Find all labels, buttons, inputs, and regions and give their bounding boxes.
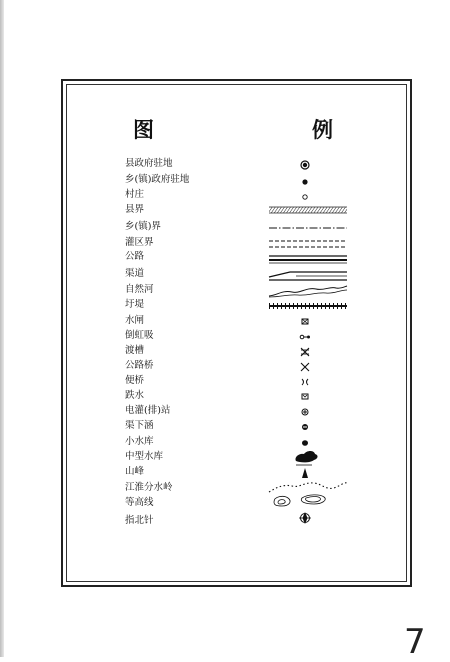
footbridge-icon <box>268 375 348 389</box>
legend-title-right: 例 <box>312 117 334 142</box>
drop-structure-icon <box>268 390 348 404</box>
legend-label-aqueduct: 渡槽 <box>125 345 145 356</box>
inner-frame <box>66 84 407 582</box>
legend-label-watershed-divide: 江淮分水岭 <box>125 482 173 493</box>
aqueduct-icon <box>268 345 348 359</box>
culvert-icon <box>268 420 348 434</box>
legend-label-county-seat: 县政府驻地 <box>125 158 173 169</box>
legend-label-town-seat: 乡(镇)政府驻地 <box>125 174 190 185</box>
pumping-station-icon <box>268 405 348 419</box>
contour-line-icon <box>268 490 348 510</box>
legend-label-small-reservoir: 小水库 <box>125 436 154 447</box>
legend-label-village: 村庄 <box>125 189 145 200</box>
dike-icon <box>268 299 348 313</box>
village-icon <box>268 190 348 204</box>
legend-title-left: 图 <box>133 117 155 142</box>
north-arrow-icon <box>268 510 348 526</box>
medium-reservoir-icon <box>268 447 348 467</box>
legend-label-drop-structure: 跌水 <box>125 390 145 401</box>
legend-label-mountain-peak: 山峰 <box>125 466 145 477</box>
legend-label-irrigation-boundary: 灌区界 <box>125 237 154 248</box>
legend-label-contour-line: 等高线 <box>125 497 154 508</box>
legend-label-highway: 公路 <box>125 251 145 262</box>
highway-icon <box>268 252 348 266</box>
legend-label-highway-bridge: 公路桥 <box>125 360 154 371</box>
river-icon <box>268 284 348 298</box>
page-number: 7 <box>404 622 426 662</box>
town-boundary-icon <box>268 221 348 235</box>
legend-label-medium-reservoir: 中型水库 <box>125 451 164 462</box>
legend-label-footbridge: 便桥 <box>125 375 145 386</box>
irrigation-boundary-icon <box>268 237 348 251</box>
sluice-icon <box>268 315 348 329</box>
legend-label-culvert: 渠下涵 <box>125 420 154 431</box>
highway-bridge-icon <box>268 360 348 374</box>
legend-label-river: 自然河 <box>125 284 154 295</box>
legend-label-dike: 圩堤 <box>125 299 145 310</box>
legend-label-inverted-siphon: 倒虹吸 <box>125 330 154 341</box>
canal-icon <box>268 268 348 282</box>
inverted-siphon-icon <box>268 330 348 344</box>
legend-label-north-arrow: 指北针 <box>125 515 154 526</box>
legend-label-county-boundary: 县界 <box>125 204 145 215</box>
county-boundary-icon <box>268 204 348 218</box>
county-seat-icon <box>268 158 348 172</box>
legend-label-canal: 渠道 <box>125 268 145 279</box>
legend-label-town-boundary: 乡(镇)界 <box>125 221 161 232</box>
binding-edge <box>0 0 4 657</box>
legend-label-sluice: 水闸 <box>125 315 145 326</box>
town-seat-icon <box>268 175 348 189</box>
legend-label-pumping-station: 电灌(排)站 <box>125 405 171 416</box>
